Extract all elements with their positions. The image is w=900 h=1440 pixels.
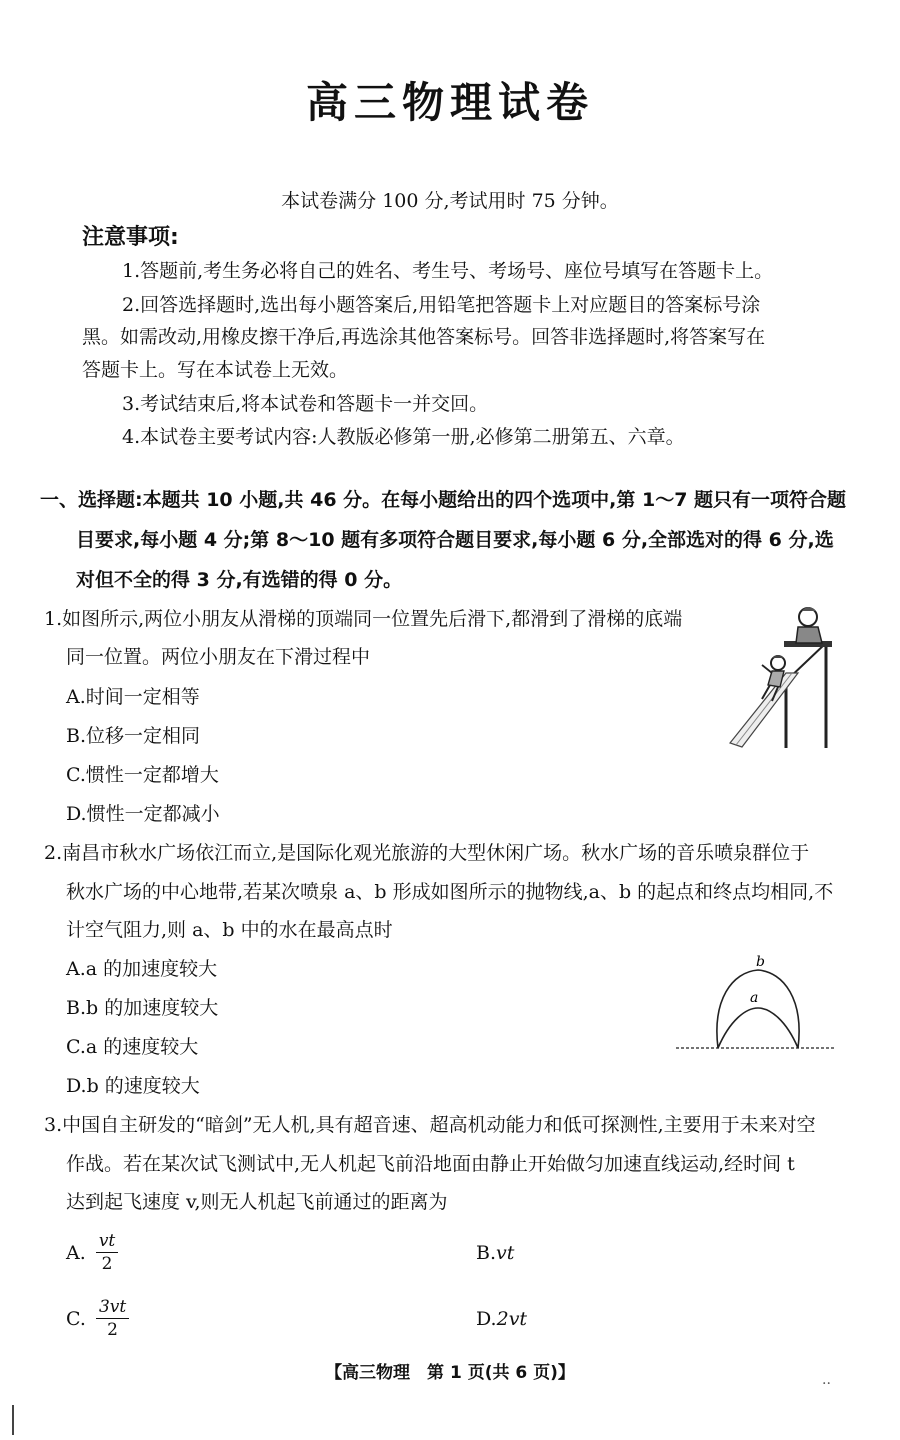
q2-stem: 秋水广场的中心地带,若某次喷泉 a、b 形成如图所示的抛物线,a、b 的起点和终点均相同,不 [66, 881, 834, 903]
q3-option-a: A. $\frac{vt}{2}$ [66, 1230, 118, 1275]
q3-stem: 达到起飞速度 v,则无人机起飞前通过的距离为 [66, 1191, 448, 1213]
q2-option-a: A.a 的加速度较大 [66, 958, 218, 980]
q1-stem: 1.如图所示,两位小朋友从滑梯的顶端同一位置先后滑下,都滑到了滑梯的底端 [44, 608, 683, 630]
q3-option-b: B.vt [476, 1242, 515, 1264]
q1-stem: 同一位置。两位小朋友在下滑过程中 [66, 646, 371, 668]
scan-margin-mark [12, 1405, 14, 1435]
section-heading-cont: 目要求,每小题 4 分;第 8～10 题有多项符合题目要求,每小题 6 分,全部选对的得 6 分,选 [76, 529, 834, 551]
page-footer: 【高三物理 第 1 页(共 6 页)】 [325, 1363, 575, 1383]
q2-option-d: D.b 的速度较大 [66, 1075, 200, 1097]
notice-line: 1.答题前,考生务必将自己的姓名、考生号、考场号、座位号填写在答题卡上。 [122, 260, 774, 282]
slide-children-icon [726, 603, 844, 751]
q3-option-c: C. $\frac{3vt}{2}$ [66, 1296, 129, 1341]
notice-line: 4.本试卷主要考试内容:人教版必修第一册,必修第二册第五、六章。 [122, 426, 685, 448]
fraction: $\frac{vt}{2}$ [96, 1230, 118, 1275]
q2-option-b: B.b 的加速度较大 [66, 997, 219, 1019]
label-b: b [756, 954, 765, 970]
parabola-a [718, 1008, 798, 1048]
q3-option-d: D.2vt [476, 1308, 528, 1330]
notice-heading: 注意事项: [82, 225, 179, 250]
notice-line: 3.考试结束后,将本试卷和答题卡一并交回。 [122, 393, 489, 415]
q3-stem: 作战。若在某次试飞测试中,无人机起飞前沿地面由静止开始做匀加速直线运动,经时间 t [66, 1153, 795, 1175]
notice-line: 2.回答选择题时,选出每小题答案后,用铅笔把答题卡上对应题目的答案标号涂 [122, 294, 761, 316]
q1-option-a: A.时间一定相等 [66, 686, 200, 708]
parabola-b [717, 970, 799, 1048]
q2-option-c: C.a 的速度较大 [66, 1036, 199, 1058]
notice-line: 答题卡上。写在本试卷上无效。 [82, 359, 349, 381]
page-title: 高三物理试卷 [305, 78, 594, 127]
section-heading-cont: 对但不全的得 3 分,有选错的得 0 分。 [76, 569, 403, 591]
label-a: a [750, 990, 759, 1006]
q2-stem: 2.南昌市秋水广场依江而立,是国际化观光旅游的大型休闲广场。秋水广场的音乐喷泉群位于 [44, 842, 810, 864]
q2-stem: 计空气阻力,则 a、b 中的水在最高点时 [66, 919, 393, 941]
exam-intro: 本试卷满分 100 分,考试用时 75 分钟。 [281, 190, 619, 212]
section-heading: 一、选择题:本题共 10 小题,共 46 分。在每小题给出的四个选项中,第 1～7 题只有一项符合题 [40, 489, 847, 511]
notice-line: 黑。如需改动,用橡皮擦干净后,再选涂其他答案标号。回答非选择题时,将答案写在 [82, 326, 766, 348]
q3-stem: 3.中国自主研发的“暗剑”无人机,具有超音速、超高机动能力和低可探测性,主要用于未来对空 [44, 1114, 816, 1136]
q1-option-b: B.位移一定相同 [66, 725, 201, 747]
fountain-parabola-diagram [672, 950, 840, 1055]
q1-option-d: D.惯性一定都减小 [66, 803, 220, 825]
fraction: $\frac{3vt}{2}$ [96, 1296, 129, 1341]
q1-option-c: C.惯性一定都增大 [66, 764, 219, 786]
corner-dots: .. [822, 1372, 831, 1388]
